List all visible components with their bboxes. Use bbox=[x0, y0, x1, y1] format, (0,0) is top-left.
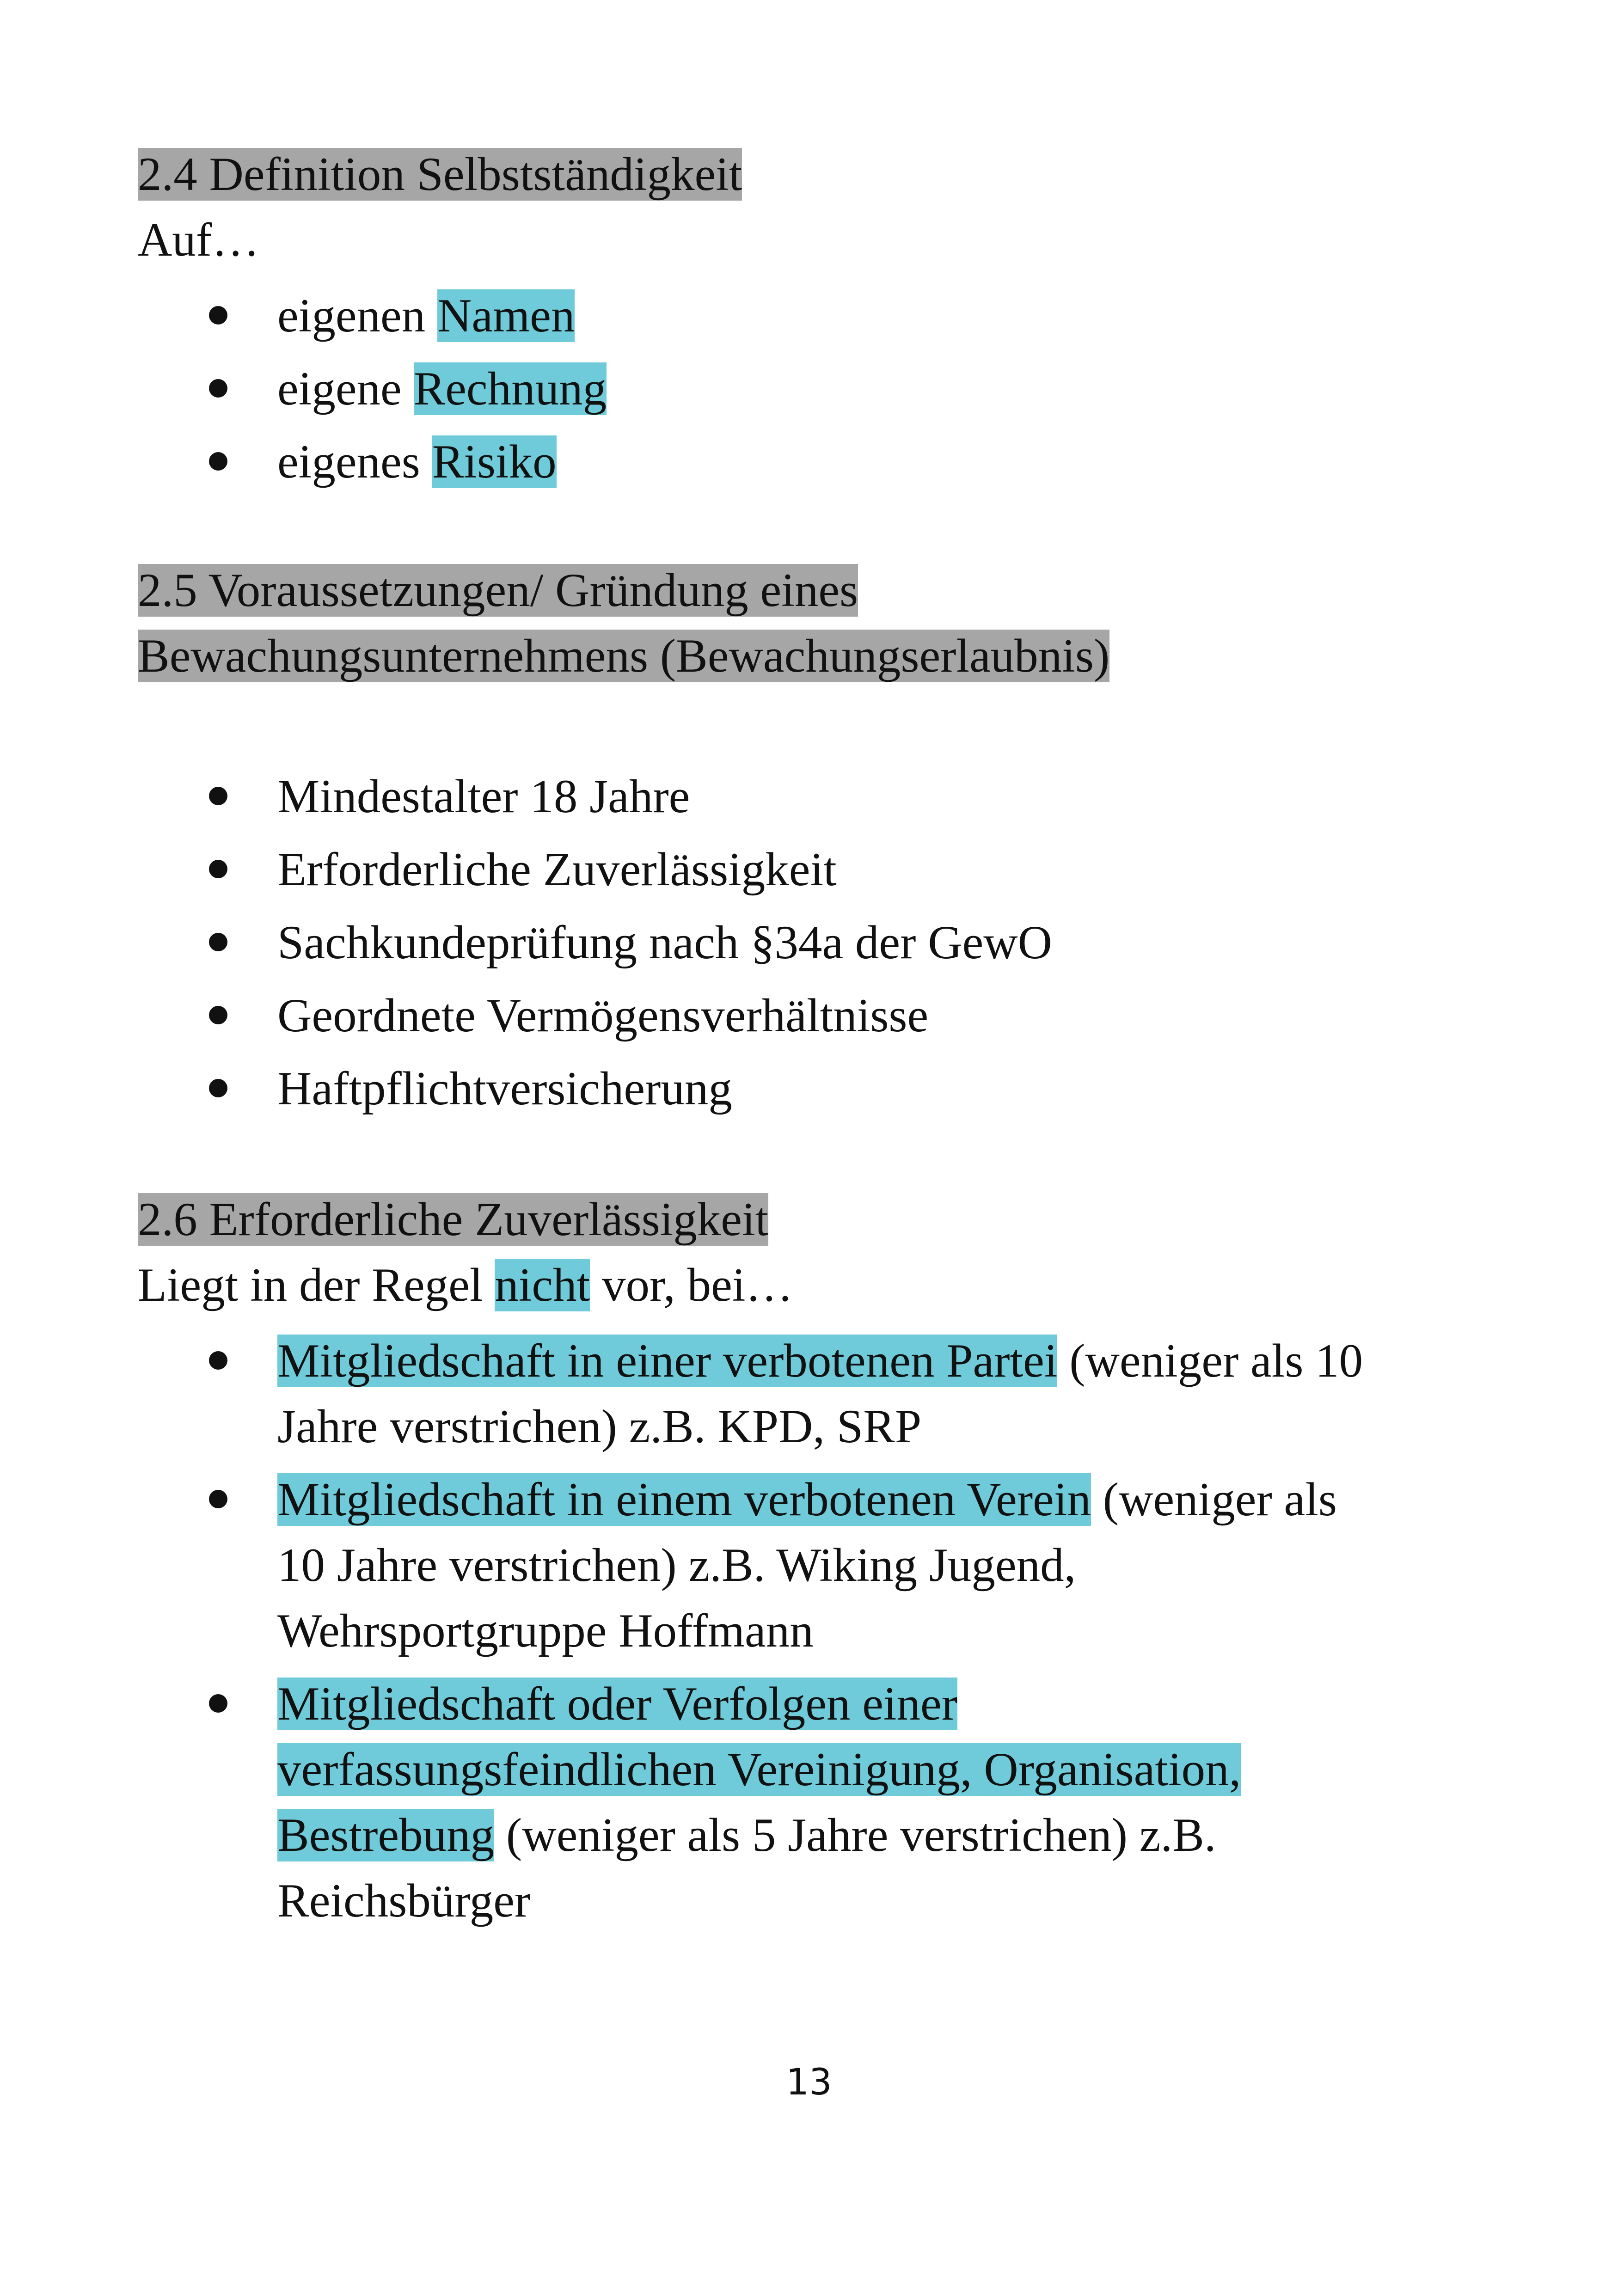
list-item bbox=[277, 1671, 957, 1737]
list-item: Geordnete Vermögensverhältnisse bbox=[277, 989, 929, 1042]
heading-highlight: 2.6 Erforderliche Zuverlässigkeit bbox=[138, 1193, 769, 1246]
bullet bbox=[209, 933, 227, 951]
list-item bbox=[277, 283, 575, 349]
list-item bbox=[277, 1467, 1337, 1532]
list-item: Sachkundeprüfung nach §34a der GewO bbox=[277, 916, 1053, 969]
item-text: (weniger als 10 bbox=[1057, 1335, 1363, 1387]
list-item bbox=[277, 1328, 1363, 1394]
section-2-4-heading bbox=[138, 141, 742, 207]
item-text: (weniger als 5 Jahre verstrichen) z.B. bbox=[494, 1809, 1216, 1861]
list-item-continuation bbox=[277, 1802, 1216, 1868]
bullet bbox=[209, 1006, 227, 1024]
heading-highlight: 2.4 Definition Selbstständigkeit bbox=[138, 148, 742, 201]
item-text: eigene bbox=[277, 362, 414, 415]
bullet bbox=[209, 1694, 227, 1713]
list-item: Mindestalter 18 Jahre bbox=[277, 770, 690, 823]
bullet bbox=[209, 1351, 227, 1370]
keyword-highlight: Mitgliedschaft oder Verfolgen einer bbox=[277, 1678, 958, 1730]
list-item bbox=[277, 429, 557, 495]
item-text: eigenes bbox=[277, 435, 432, 488]
section-2-6-heading bbox=[138, 1187, 768, 1252]
heading-highlight: Bewachungsunternehmens (Bewachungserlaubnis) bbox=[138, 630, 1110, 682]
bullet bbox=[209, 1079, 227, 1097]
heading-highlight: 2.5 Voraussetzungen/ Gründung eines bbox=[138, 564, 858, 617]
intro-text: Liegt in der Regel bbox=[138, 1259, 495, 1311]
item-text: eigenen bbox=[277, 289, 438, 342]
intro-text: vor, bei… bbox=[590, 1259, 793, 1311]
keyword-highlight: Mitgliedschaft in einem verbotenen Verein bbox=[277, 1473, 1091, 1526]
list-item: Haftpflichtversicherung bbox=[277, 1062, 732, 1115]
list-item-continuation: Jahre verstrichen) z.B. KPD, SRP bbox=[277, 1400, 922, 1453]
section-2-4-intro: Auf… bbox=[138, 214, 260, 266]
section-2-5-heading bbox=[138, 557, 858, 623]
bullet bbox=[209, 860, 227, 878]
section-2-6-intro bbox=[138, 1252, 793, 1318]
keyword-highlight: Mitgliedschaft in einer verbotenen Partei bbox=[277, 1335, 1058, 1387]
item-text: (weniger als bbox=[1091, 1473, 1337, 1526]
page-number: 13 bbox=[786, 2062, 832, 2103]
section-2-5-heading-line2 bbox=[138, 623, 1109, 689]
bullet bbox=[209, 1490, 227, 1508]
keyword-highlight: nicht bbox=[495, 1259, 590, 1311]
keyword-highlight: verfassungsfeindlichen Vereinigung, Organisation, bbox=[277, 1743, 1241, 1796]
list-item: Erforderliche Zuverlässigkeit bbox=[277, 843, 837, 896]
keyword-highlight: Namen bbox=[437, 289, 575, 342]
list-item-continuation: Wehrsportgruppe Hoffmann bbox=[277, 1604, 814, 1657]
list-item-continuation bbox=[277, 1737, 1241, 1802]
keyword-highlight: Risiko bbox=[432, 435, 557, 488]
keyword-highlight: Rechnung bbox=[413, 362, 607, 415]
bullet bbox=[209, 452, 227, 471]
list-item-continuation: Reichsbürger bbox=[277, 1874, 531, 1927]
keyword-highlight: Bestrebung bbox=[277, 1809, 495, 1861]
bullet bbox=[209, 306, 227, 325]
list-item bbox=[277, 356, 607, 422]
list-item-continuation: 10 Jahre verstrichen) z.B. Wiking Jugend, bbox=[277, 1539, 1076, 1592]
bullet bbox=[209, 787, 227, 805]
bullet bbox=[209, 379, 227, 398]
